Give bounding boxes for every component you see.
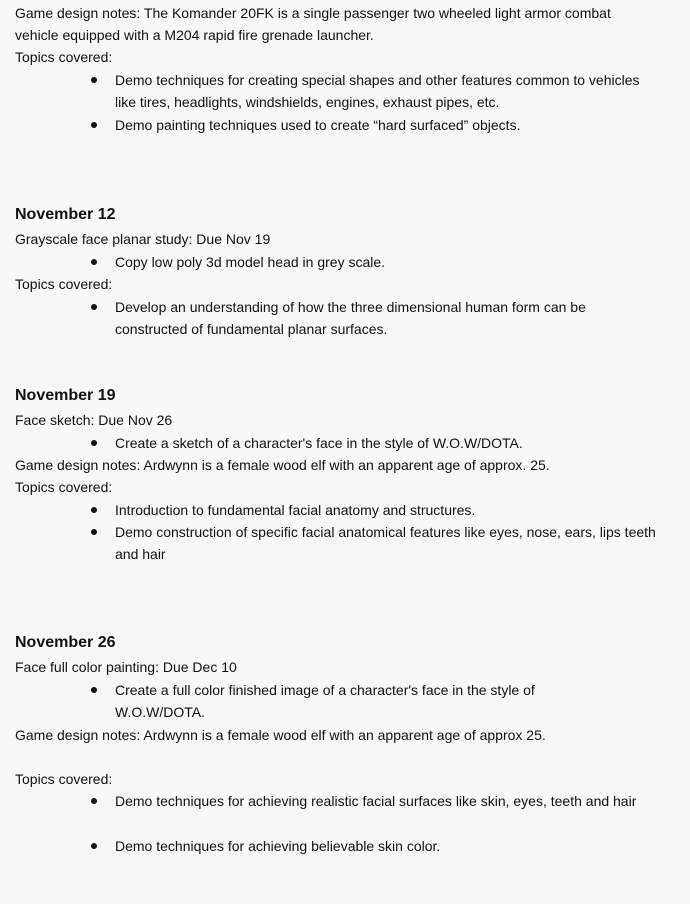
intro-topics-label: Topics covered: (15, 49, 113, 65)
intro-topic-item: Demo painting techniques used to create “hard surfaced” objects. (115, 114, 670, 136)
intro-topic-item: Demo techniques for creating special shapes and other features common to vehicles like tires, headlights, windshields, engines, exhaust pipes, etc. (115, 69, 645, 113)
nov26-topics-label: Topics covered: (15, 771, 113, 787)
nov19-topic-item: Introduction to fundamental facial anatomy and structures. (115, 499, 670, 521)
nov12-topic-item: Develop an understanding of how the three dimensional human form can be constructed of fundamental planar surfaces. (115, 296, 645, 340)
nov26-assignment: Face full color painting: Due Dec 10 (15, 659, 237, 675)
nov26-notes: Game design notes: Ardwynn is a female wood elf with an apparent age of approx 25. (15, 727, 546, 743)
section-heading-nov19: November 19 (15, 387, 116, 404)
nov19-topic-item: Demo construction of specific facial anatomical features like eyes, nose, ears, lips teeth and hair (115, 521, 675, 565)
nov19-topics-label: Topics covered: (15, 479, 113, 495)
nov26-topic-item: Demo techniques for achieving realistic facial surfaces like skin, eyes, teeth and hair (115, 790, 660, 812)
section-heading-nov12: November 12 (15, 206, 116, 223)
nov19-task-item: Create a sketch of a character's face in the style of W.O.W/DOTA. (115, 432, 670, 454)
nov19-notes: Game design notes: Ardwynn is a female wood elf with an apparent age of approx. 25. (15, 457, 550, 473)
nov19-assignment: Face sketch: Due Nov 26 (15, 412, 173, 428)
nov12-topics-label: Topics covered: (15, 276, 113, 292)
nov12-task-item: Copy low poly 3d model head in grey scale. (115, 251, 670, 273)
intro-notes-line1: Game design notes: The Komander 20FK is a single passenger two wheeled light armor combat (15, 5, 611, 21)
nov26-task-item: Create a full color finished image of a character's face in the style of W.O.W/DOTA. (115, 679, 605, 723)
nov26-topic-item: Demo techniques for achieving believable skin color. (115, 835, 670, 857)
nov12-assignment: Grayscale face planar study: Due Nov 19 (15, 231, 271, 247)
intro-notes-line2: vehicle equipped with a M204 rapid fire grenade launcher. (15, 27, 374, 43)
section-heading-nov26: November 26 (15, 634, 116, 651)
